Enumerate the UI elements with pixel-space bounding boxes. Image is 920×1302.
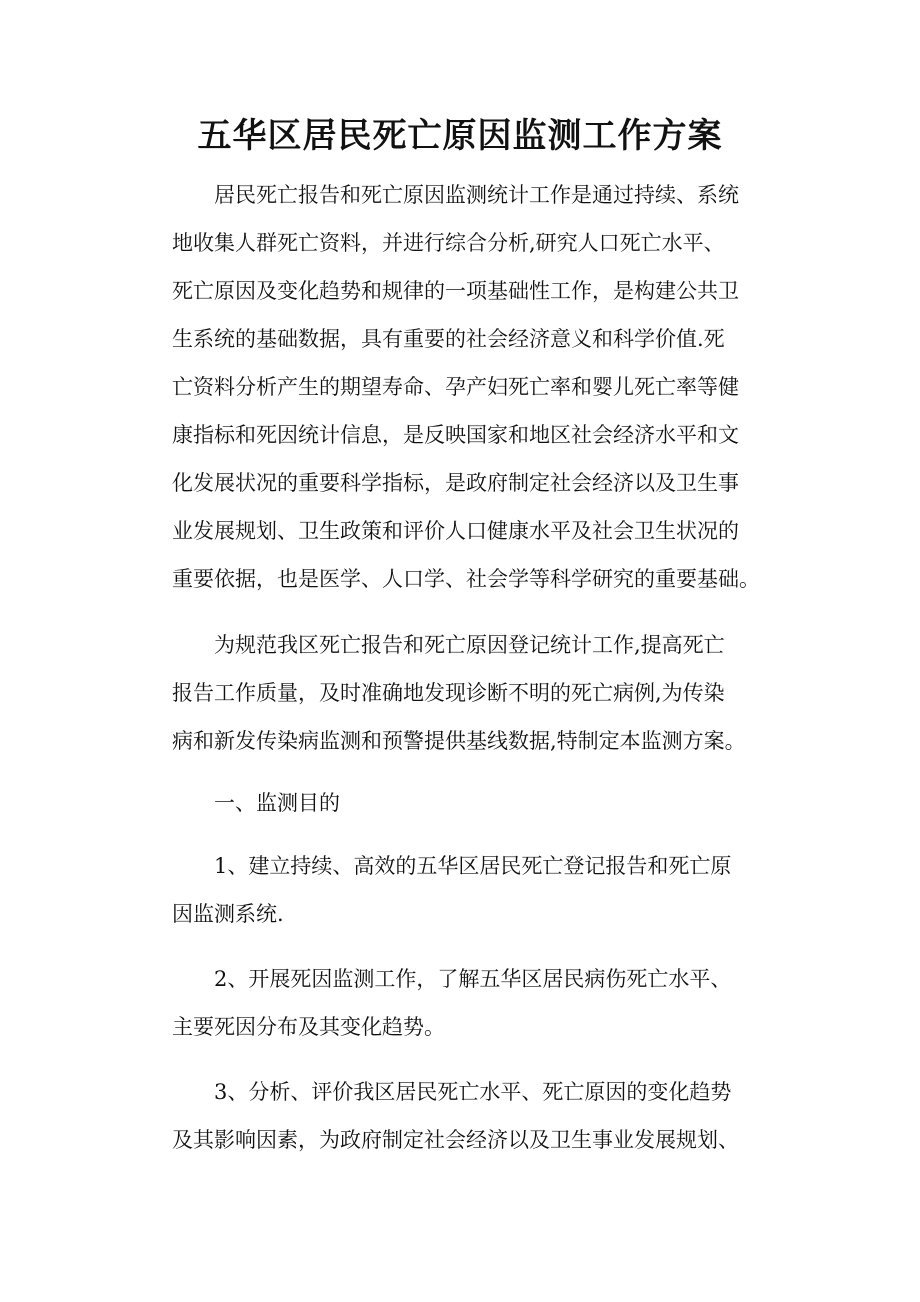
text-line: 生系统的基础数据，具有重要的社会经济意义和科学价值.死 — [172, 327, 725, 351]
list-item-3 — [172, 1068, 752, 1164]
text-line: 化发展状况的重要科学指标，是政府制定社会经济以及卫生事 — [172, 471, 739, 495]
text-line: 地收集人群死亡资料，并进行综合分析,研究人口死亡水平、 — [172, 231, 725, 255]
text-line: 为规范我区死亡报告和死亡原因登记统计工作,提高死亡 — [214, 633, 725, 657]
paragraph-intro — [172, 171, 760, 603]
text-line: 重要依据，也是医学、人口学、社会学等科学研究的重要基础。 — [172, 567, 760, 591]
text-line: 3、分析、评价我区居民死亡水平、死亡原因的变化趋势 — [214, 1080, 732, 1104]
section-heading: 一、监测目的 — [214, 791, 340, 815]
text-line: 亡资料分析产生的期望寿命、孕产妇死亡率和婴儿死亡率等健 — [172, 375, 739, 399]
section-heading-objectives — [172, 779, 752, 827]
text-line: 居民死亡报告和死亡原因监测统计工作是通过持续、系统 — [214, 183, 739, 207]
document-title: 五华区居民死亡原因监测工作方案 — [197, 116, 723, 156]
list-item-2 — [172, 955, 752, 1051]
text-line: 1、建立持续、高效的五华区居民死亡登记报告和死亡原 — [214, 854, 732, 878]
list-item-1 — [172, 842, 752, 938]
text-line: 2、开展死因监测工作，了解五华区居民病伤死亡水平、 — [214, 967, 732, 991]
text-line: 病和新发传染病监测和预警提供基线数据,特制定本监测方案。 — [172, 729, 746, 753]
text-line: 康指标和死因统计信息，是反映国家和地区社会经济水平和文 — [172, 423, 739, 447]
text-line: 主要死因分布及其变化趋势。 — [172, 1015, 445, 1039]
text-line: 报告工作质量，及时准确地发现诊断不明的死亡病例,为传染 — [172, 681, 725, 705]
paragraph-purpose — [172, 621, 752, 765]
text-line: 及其影响因素，为政府制定社会经济以及卫生事业发展规划、 — [172, 1128, 739, 1152]
text-line: 因监测系统. — [172, 902, 284, 926]
text-line: 业发展规划、卫生政策和评价人口健康水平及社会卫生状况的 — [172, 519, 739, 543]
text-line: 死亡原因及变化趋势和规律的一项基础性工作，是构建公共卫 — [172, 279, 739, 303]
